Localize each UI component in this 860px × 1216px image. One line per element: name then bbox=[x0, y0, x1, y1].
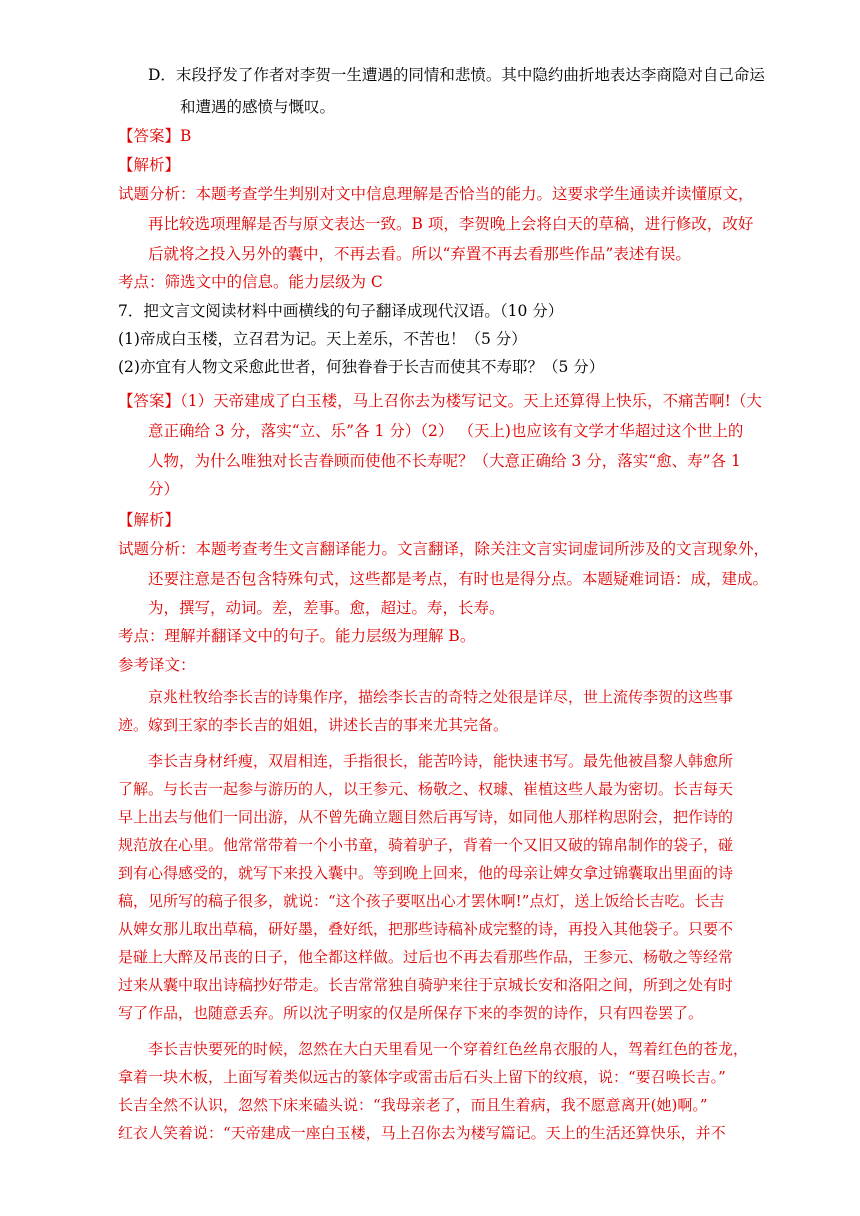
translation-line: 了解。与长吉一起参与游历的人，以王参元、杨敬之、权璩、崔植这些人最为密切。长吉每天 bbox=[118, 780, 734, 798]
translation-line: 李长吉快要死的时候，忽然在大白天里看见一个穿着红色丝帛衣服的人，驾着红色的苍龙， bbox=[148, 1040, 749, 1058]
translation-line: 到有心得感受的，就写下来投入囊中。等到晚上回来，他的母亲让婢女拿过锦囊取出里面的诗 bbox=[118, 864, 734, 882]
answer-line: 人物，为什么唯独对长吉眷顾而使他不长寿呢？（大意正确给 3 分，落实“愈、寿”各 1 bbox=[148, 452, 741, 470]
translation-line: 长吉全然不认识，忽然下床来磕头说：“我母亲老了，而且生着病，我不愿意离开(她)啊。” bbox=[118, 1096, 708, 1114]
question-title: 7．把文言文阅读材料中画横线的句子翻译成现代汉语。（10 分） bbox=[118, 302, 564, 320]
kaodian: 考点：筛选文中的信息。能力层级为 C bbox=[118, 273, 383, 291]
answer-line: 意正确给 3 分，落实“立、乐”各 1 分）（2） （天上)也应该有文学才华超过这个世上的 bbox=[148, 422, 744, 440]
translation-line: 稿，见所写的稿子很多，就说：“这个孩子要呕出心才罢休啊!”点灯，送上饭给长吉吃。长吉 bbox=[118, 892, 725, 910]
answer-tag: 【答案】 bbox=[118, 392, 181, 410]
translation-heading: 参考译文： bbox=[118, 656, 196, 674]
translation-line: 京兆杜牧给李长吉的诗集作序，描绘李长吉的奇特之处很是详尽，世上流传李贺的这些事 bbox=[148, 688, 734, 706]
option-d-line2: 和遭遇的感愤与慨叹。 bbox=[180, 98, 336, 116]
answer-label bbox=[118, 125, 191, 147]
translation-line: 从婢女那儿取出草稿，研好墨，叠好纸，把那些诗稿补成完整的诗，再投入其他袋子。只要不 bbox=[118, 920, 734, 938]
analysis-line: 为，撰写，动词。差，差事。愈，超过。寿，长寿。 bbox=[148, 599, 505, 617]
analysis-label: 【解析】 bbox=[118, 511, 181, 529]
sentence-1: (1)帝成白玉楼，立召君为记。天上差乐，不苦也！（5 分） bbox=[118, 330, 527, 348]
translation-line: 迹。嫁到王家的李长吉的姐姐，讲述长吉的事来尤其完备。 bbox=[118, 716, 509, 734]
translation-line: 规范放在心里。他常常带着一个小书童，骑着驴子，背着一个又旧又破的锦帛制作的袋子，碰 bbox=[118, 836, 734, 854]
answer-value: B bbox=[180, 127, 192, 145]
analysis-line: 再比较选项理解是否与原文表达一致。B 项，李贺晚上会将白天的草稿，进行修改，改好 bbox=[148, 215, 754, 233]
translation-line: 过来从囊中取出诗稿抄好带走。长吉常常独自骑驴来往于京城长安和洛阳之间，所到之处有时 bbox=[118, 976, 734, 994]
analysis-line: 试题分析：本题考查考生文言翻译能力。文言翻译，除关注文言实词虚词所涉及的文言现象外， bbox=[118, 540, 770, 558]
answer-line: （1）天帝建成了白玉楼，马上召你去为楼写记文。天上还算得上快乐，不痛苦啊!（大 bbox=[180, 392, 762, 410]
translation-line: 红衣人笑着说：“天帝建成一座白玉楼，马上召你去为楼写篇记。天上的生活还算快乐，并不 bbox=[118, 1124, 726, 1142]
answer-label bbox=[118, 390, 762, 412]
translation-line: 李长吉身材纤瘦，双眉相连，手指很长，能苦吟诗，能快速书写。最先他被昌黎人韩愈所 bbox=[148, 752, 734, 770]
sentence-2: (2)亦宜有人物文采愈此世者，何独眷眷于长吉而使其不寿耶？（5 分） bbox=[118, 358, 605, 376]
analysis-line: 后就将之投入另外的囊中，不再去看。所以“弃置不再去看那些作品”表述有误。 bbox=[148, 245, 691, 263]
analysis-label: 【解析】 bbox=[118, 156, 181, 174]
option-d-line1: D．末段抒发了作者对李贺一生遭遇的同情和悲愤。其中隐约曲折地表达李商隐对自己命运 bbox=[148, 66, 765, 84]
translation-line: 拿着一块木板，上面写着类似远古的篆体字或雷击后石头上留下的纹痕，说：“要召唤长吉。” bbox=[118, 1068, 726, 1086]
analysis-line: 还要注意是否包含特殊句式，这些都是考点，有时也是得分点。本题疑难词语：成，建成。 bbox=[148, 570, 769, 588]
translation-line: 是碰上大醉及吊丧的日子，他全都这样做。过后也不再去看那些作品，王参元、杨敬之等经常 bbox=[118, 948, 734, 966]
translation-line: 写了作品，也随意丢弃。所以沈子明家的仅是所保存下来的李贺的诗作，只有四卷罢了。 bbox=[118, 1004, 704, 1022]
answer-line: 分） bbox=[148, 480, 180, 498]
translation-line: 早上出去与他们一同出游，从不曾先确立题目然后再写诗，如同他人那样构思附会，把作诗的 bbox=[118, 808, 734, 826]
kaodian: 考点：理解并翻译文中的句子。能力层级为理解 B。 bbox=[118, 627, 476, 645]
analysis-line: 试题分析：本题考查学生判别对文中信息理解是否恰当的能力。这要求学生通读并读懂原文， bbox=[118, 185, 754, 203]
answer-tag: 【答案】 bbox=[118, 127, 181, 145]
